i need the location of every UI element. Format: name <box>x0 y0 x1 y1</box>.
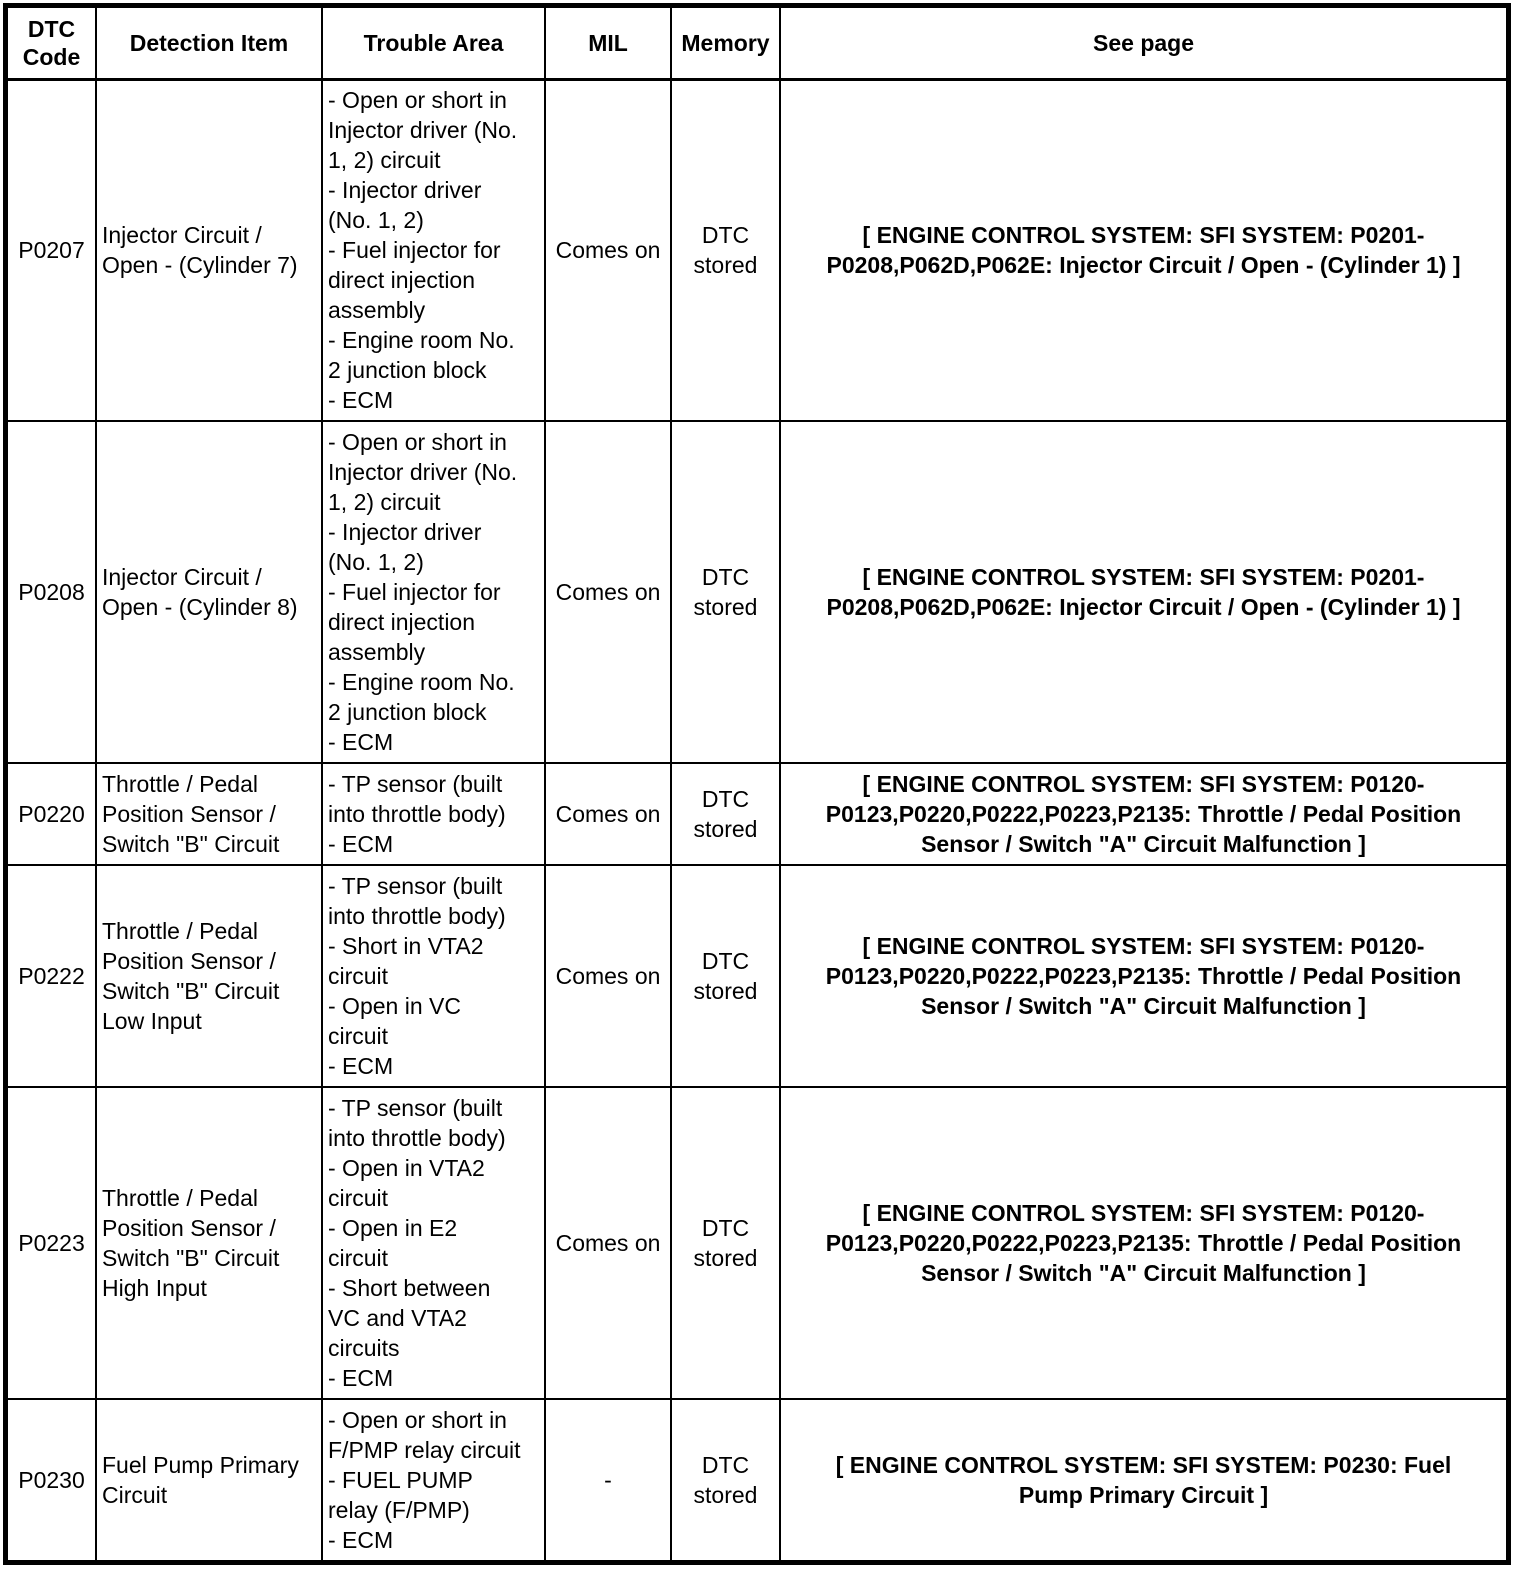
see-page-link[interactable]: [ ENGINE CONTROL SYSTEM: SFI SYSTEM: P0230: Fuel Pump Primary Circuit ] <box>780 1399 1507 1561</box>
dtc-code: P0223 <box>7 1087 96 1399</box>
mil-status: Comes on <box>545 1087 671 1399</box>
trouble-area: - TP sensor (built into throttle body) - ECM <box>322 763 545 865</box>
table-row <box>7 763 1507 865</box>
detection-item: Injector Circuit / Open - (Cylinder 8) <box>96 421 322 763</box>
mil-status: - <box>545 1399 671 1561</box>
detection-item: Injector Circuit / Open - (Cylinder 7) <box>96 79 322 421</box>
table-row <box>7 79 1507 421</box>
dtc-table <box>6 6 1508 1562</box>
detection-item: Throttle / Pedal Position Sensor / Switch "B" Circuit <box>96 763 322 865</box>
see-page-link[interactable]: [ ENGINE CONTROL SYSTEM: SFI SYSTEM: P0201-P0208,P062D,P062E: Injector Circuit / Open - (Cylinder 1) ] <box>780 79 1507 421</box>
trouble-area: - TP sensor (built into throttle body) - Open in VTA2 circuit - Open in E2 circuit - Short between VC and VTA2 circuits - ECM <box>322 1087 545 1399</box>
header-row <box>7 7 1507 79</box>
mil-status: Comes on <box>545 421 671 763</box>
mil-status: Comes on <box>545 79 671 421</box>
header-dtc-code: DTC Code <box>7 7 96 79</box>
table-row <box>7 1399 1507 1561</box>
detection-item: Throttle / Pedal Position Sensor / Switch "B" Circuit Low Input <box>96 865 322 1087</box>
see-page-link[interactable]: [ ENGINE CONTROL SYSTEM: SFI SYSTEM: P0201-P0208,P062D,P062E: Injector Circuit / Open - (Cylinder 1) ] <box>780 421 1507 763</box>
dtc-code: P0220 <box>7 763 96 865</box>
dtc-code: P0230 <box>7 1399 96 1561</box>
table-row <box>7 1087 1507 1399</box>
mil-status: Comes on <box>545 763 671 865</box>
detection-item: Fuel Pump Primary Circuit <box>96 1399 322 1561</box>
header-trouble-area: Trouble Area <box>322 7 545 79</box>
trouble-area: - TP sensor (built into throttle body) - Short in VTA2 circuit - Open in VC circuit - ECM <box>322 865 545 1087</box>
see-page-link[interactable]: [ ENGINE CONTROL SYSTEM: SFI SYSTEM: P0120-P0123,P0220,P0222,P0223,P2135: Throttle / Pedal Position Sensor / Switch "A" Circuit Malfunction ] <box>780 763 1507 865</box>
memory-status: DTC stored <box>671 1399 780 1561</box>
trouble-area: - Open or short in Injector driver (No. 1, 2) circuit - Injector driver (No. 1, 2) - Fuel injector for direct injection assembly - Engine room No. 2 junction block - ECM <box>322 79 545 421</box>
header-see-page: See page <box>780 7 1507 79</box>
header-mil: MIL <box>545 7 671 79</box>
detection-item: Throttle / Pedal Position Sensor / Switch "B" Circuit High Input <box>96 1087 322 1399</box>
see-page-link[interactable]: [ ENGINE CONTROL SYSTEM: SFI SYSTEM: P0120-P0123,P0220,P0222,P0223,P2135: Throttle / Pedal Position Sensor / Switch "A" Circuit Malfunction ] <box>780 1087 1507 1399</box>
see-page-link[interactable]: [ ENGINE CONTROL SYSTEM: SFI SYSTEM: P0120-P0123,P0220,P0222,P0223,P2135: Throttle / Pedal Position Sensor / Switch "A" Circuit Malfunction ] <box>780 865 1507 1087</box>
memory-status: DTC stored <box>671 763 780 865</box>
dtc-code: P0222 <box>7 865 96 1087</box>
dtc-code: P0208 <box>7 421 96 763</box>
header-detection-item: Detection Item <box>96 7 322 79</box>
mil-status: Comes on <box>545 865 671 1087</box>
memory-status: DTC stored <box>671 1087 780 1399</box>
trouble-area: - Open or short in F/PMP relay circuit - FUEL PUMP relay (F/PMP) - ECM <box>322 1399 545 1561</box>
table-row <box>7 421 1507 763</box>
dtc-code: P0207 <box>7 79 96 421</box>
header-memory: Memory <box>671 7 780 79</box>
memory-status: DTC stored <box>671 79 780 421</box>
table-row <box>7 865 1507 1087</box>
trouble-area: - Open or short in Injector driver (No. 1, 2) circuit - Injector driver (No. 1, 2) - Fuel injector for direct injection assembly - Engine room No. 2 junction block - ECM <box>322 421 545 763</box>
memory-status: DTC stored <box>671 421 780 763</box>
memory-status: DTC stored <box>671 865 780 1087</box>
